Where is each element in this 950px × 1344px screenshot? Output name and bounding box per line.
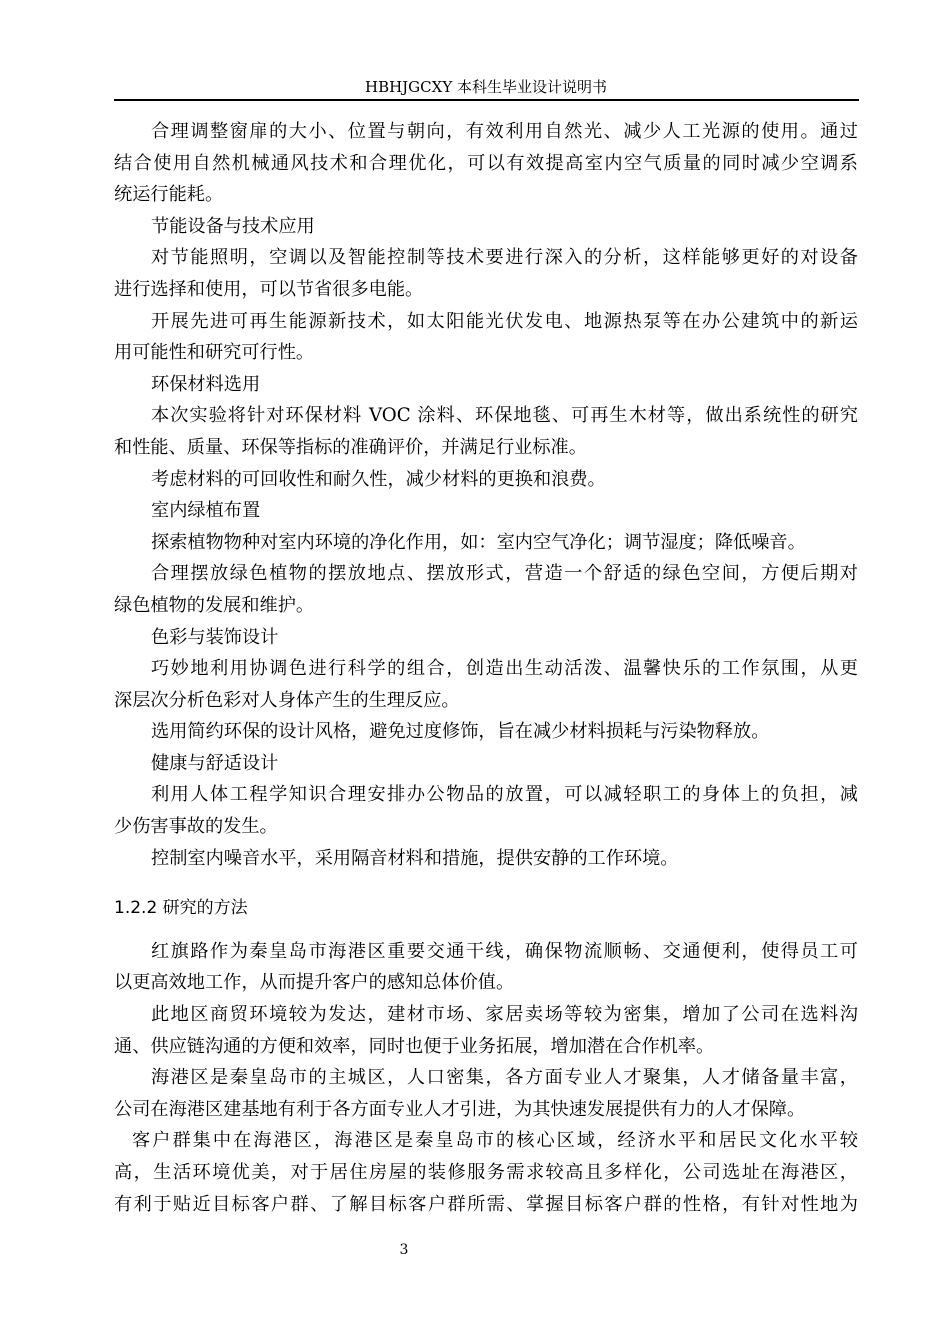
text-line: 用可能性和研究可行性。 [114, 342, 315, 364]
text-line: 深层次分析色彩对人身体产生的生理反应。 [114, 689, 460, 711]
text-line: 红旗路作为秦皇岛市海港区重要交通干线，确保物流顺畅、交通便利，使得员工可 [151, 940, 858, 962]
text-line: 合理调整窗扉的大小、位置与朝向，有效利用自然光、减少人工光源的使用。通过 [151, 121, 858, 142]
text-line: 统运行能耗。 [114, 184, 224, 206]
paragraph [114, 716, 858, 748]
paragraph [114, 779, 858, 842]
text-line: 节能设备与技术应用 [151, 215, 315, 237]
paragraph [114, 527, 858, 559]
paragraph [114, 1062, 858, 1125]
text-line: 色彩与装饰设计 [151, 626, 279, 648]
text-line: 高，生活环境优美，对于居住房屋的装修服务需求较高且多样化，公司选址在海港区， [114, 1162, 858, 1183]
subheading-paragraph [114, 211, 858, 243]
text-line: 和性能、质量、环保等指标的准确评价，并满足行业标准。 [114, 436, 587, 458]
text-line: 通、供应链沟通的方便和效率，同时也便于业务拓展，增加潜在合作机率。 [114, 1035, 715, 1057]
text-line: 健康与舒适设计 [151, 752, 279, 774]
text-line: 利用人体工程学知识合理安排办公物品的放置，可以减轻职工的身体上的负担，减 [151, 784, 858, 806]
text-line: 巧妙地利用协调色进行科学的组合，创造出生动活泼、温馨快乐的工作氛围，从更 [151, 658, 858, 680]
paragraph [114, 464, 858, 496]
text-line: 进行选择和使用，可以节省很多电能。 [114, 278, 424, 300]
header-divider [114, 99, 859, 101]
text-line: 以更高效地工作，从而提升客户的感知总体价值。 [114, 972, 515, 994]
text-line: 绿色植物的发展和维护。 [114, 594, 315, 616]
subheading-paragraph [114, 369, 858, 401]
paragraph [114, 306, 858, 369]
text-line: 有利于贴近目标客户群、了解目标客户群所需、掌握目标客户群的性格，有针对性地为 [114, 1193, 858, 1215]
text-line: 开展先进可再生能源新技术，如太阳能光伏发电、地源热泵等在办公建筑中的新运 [151, 310, 858, 332]
subheading-paragraph [114, 748, 858, 780]
subheading-paragraph [114, 622, 858, 654]
paragraph [114, 936, 858, 999]
document-body [114, 116, 858, 1220]
text-line: 客户群集中在海港区，海港区是秦皇岛市的核心区域，经济水平和居民文化水平较 [132, 1130, 858, 1152]
paragraph [114, 1125, 858, 1220]
paragraph [114, 116, 858, 211]
text-line: 控制室内噪音水平，采用隔音材料和措施，提供安静的工作环境。 [151, 847, 679, 869]
section-heading: 1.2.2 研究的方法 [114, 898, 248, 919]
running-header: HBHJGCXY 本科生毕业设计说明书 [364, 78, 607, 96]
text-line: 少伤害事故的发生。 [114, 816, 278, 838]
text-line: 合理摆放绿色植物的摆放地点、摆放形式，营造一个舒适的绿色空间，方便后期对 [151, 563, 858, 585]
text-line: 探索植物物种对室内环境的净化作用，如：室内空气净化；调节湿度；降低噪音。 [151, 531, 806, 553]
paragraph [114, 242, 858, 305]
subheading-paragraph [114, 495, 858, 527]
text-line: 本次实验将针对环保材料 VOC 涂料、环保地毯、可再生木材等，做出系统性的研究 [151, 405, 858, 427]
paragraph [114, 400, 858, 463]
text-line: 公司在海港区建基地有利于各方面专业人才引进，为其快速发展提供有力的人才保障。 [114, 1098, 806, 1120]
text-line: 对节能照明，空调以及智能控制等技术要进行深入的分析，这样能够更好的对设备 [151, 247, 858, 269]
paragraph [114, 843, 858, 875]
text-line: 结合使用自然机械通风技术和合理优化，可以有效提高室内空气质量的同时减少空调系 [114, 152, 858, 174]
text-line: 考虑材料的可回收性和耐久性，减少材料的更换和浪费。 [151, 468, 606, 490]
paragraph [114, 653, 858, 716]
text-line: 海港区是秦皇岛市的主城区，人口密集，各方面专业人才聚集，人才储备量丰富， [151, 1067, 858, 1089]
text-line: 室内绿植布置 [151, 500, 261, 522]
text-line: 环保材料选用 [151, 373, 261, 395]
paragraph [114, 999, 858, 1062]
text-line: 此地区商贸环境较为发达，建材市场、家居卖场等较为密集，增加了公司在选料沟 [151, 1004, 858, 1026]
page-number: 3 [399, 1242, 409, 1258]
paragraph [114, 558, 858, 621]
text-line: 选用简约环保的设计风格，避免过度修饰，旨在减少材料损耗与污染物释放。 [151, 721, 770, 743]
